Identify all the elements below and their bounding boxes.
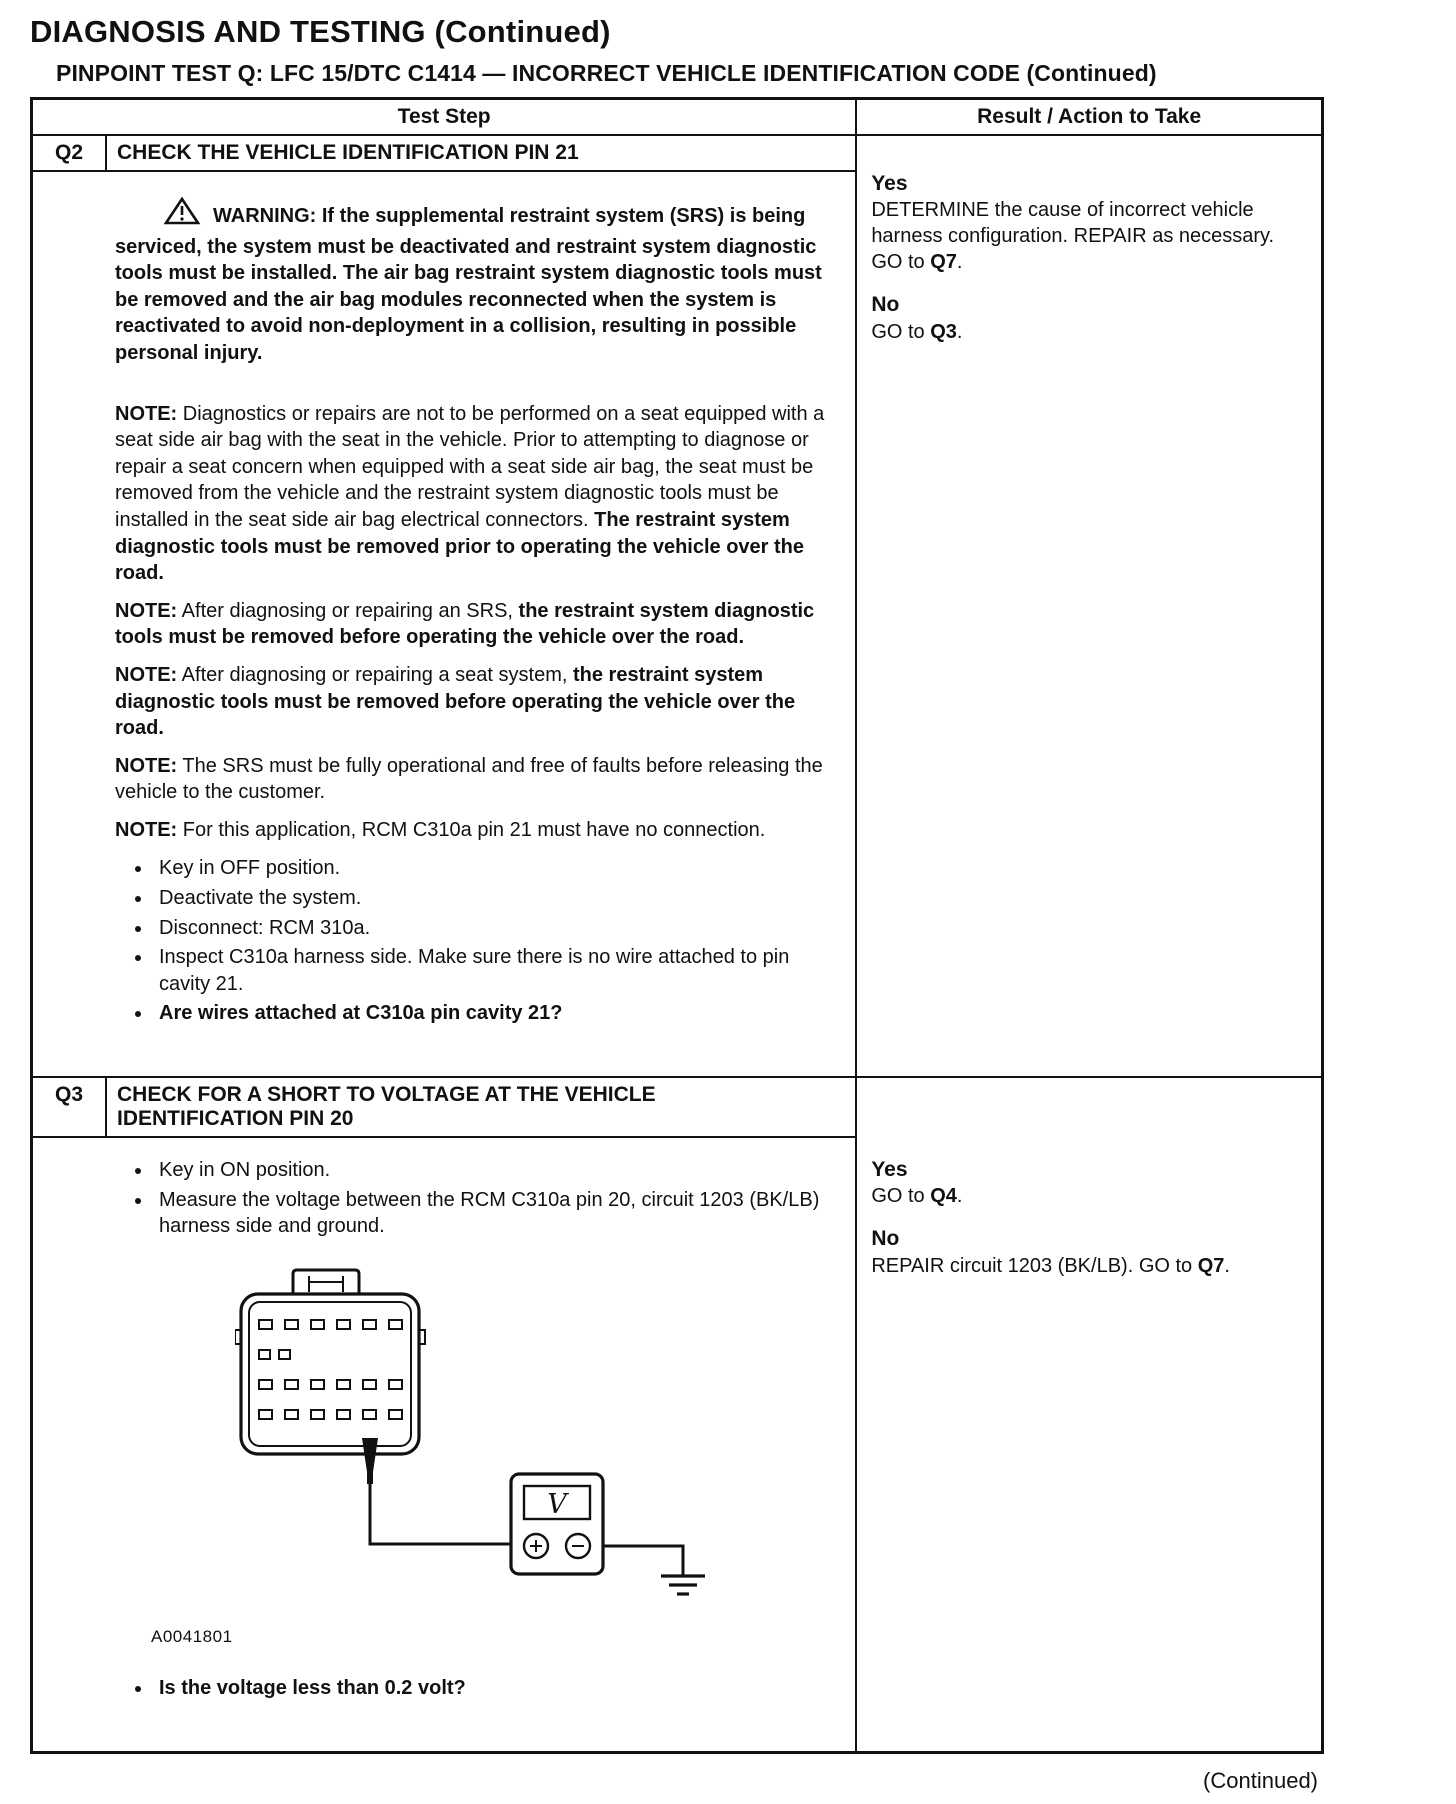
- continued-note: (Continued): [1203, 1767, 1318, 1793]
- list-item: • Inspect C310a harness side. Make sure there is no wire attached to pin cavity 21.: [153, 944, 833, 997]
- list-item: • Key in ON position.: [153, 1157, 833, 1184]
- probe-lead-wire: [370, 1482, 511, 1544]
- note-text: For this application, RCM C310a pin 21 must have no connection.: [177, 818, 766, 841]
- no-action-end: .: [1224, 1254, 1230, 1277]
- note-text: After diagnosing or repairing a seat system,: [177, 663, 573, 686]
- q3-step-header: [33, 1078, 855, 1138]
- page-title: DIAGNOSIS AND TESTING (Continued): [30, 14, 611, 49]
- yes-goto-ref: Q4: [930, 1185, 957, 1208]
- list-item: • Measure the voltage between the RCM C310a pin 20, circuit 1203 (BK/LB) harness side and ground.: [153, 1187, 833, 1240]
- note-lead: NOTE:: [115, 754, 178, 777]
- figure-id-label: A0041801: [151, 1627, 233, 1647]
- q2-step-header: [33, 136, 855, 172]
- q3-result-cell: [857, 1078, 1321, 1751]
- ground-symbol: [661, 1576, 705, 1594]
- pinpoint-test-table: [30, 97, 1324, 1754]
- list-item: • Deactivate the system.: [153, 885, 833, 912]
- note-text: Diagnostics or repairs are not to be performed on a seat equipped with a seat side air bag with the seat in the vehicle. Prior to attempting to diagnose or repair a seat concern when equipped with a seat side air bag, the seat must be removed from the vehicle and the restraint system diagnostic tools must be installed in the seat side air bag electrical connectors.: [115, 402, 825, 531]
- no-label: No: [871, 293, 900, 317]
- no-action-text: GO to: [871, 320, 931, 343]
- note-bold-tail: The restraint system diagnostic tools must be removed prior to operating the vehicle over the road.: [115, 508, 805, 585]
- yes-action: [871, 197, 1305, 275]
- q2-question: • Are wires attached at C310a pin cavity 21?: [153, 1000, 833, 1027]
- q2-test-step-cell: [33, 136, 857, 1076]
- yes-action-text: DETERMINE the cause of incorrect vehicle harness configuration. REPAIR as necessary. GO to: [871, 199, 1275, 274]
- test-probe: [362, 1438, 378, 1484]
- connector-voltmeter-figure: [235, 1268, 833, 1621]
- connector-diagram: [235, 1270, 425, 1454]
- list-item: • Disconnect: RCM 310a.: [153, 915, 833, 942]
- no-action: [871, 1253, 1305, 1279]
- note-paragraph: [115, 662, 833, 742]
- column-header-test-step: Test Step: [33, 100, 857, 134]
- yes-label: Yes: [871, 172, 908, 195]
- q3-step-id: Q3: [33, 1078, 107, 1136]
- note-bold-tail: the restraint system diagnostic tools must be removed before operating the vehicle over the road.: [115, 663, 796, 740]
- q3-no-block: [871, 1225, 1305, 1278]
- no-action-end: .: [956, 320, 963, 343]
- yes-action-end: .: [956, 1185, 963, 1208]
- warning-icon: [139, 196, 201, 234]
- test-step-q3: [33, 1076, 1321, 1751]
- q3-question: • Is the voltage less than 0.2 volt?: [153, 1675, 833, 1702]
- list-item: • Key in OFF position.: [153, 855, 833, 882]
- q2-yes-block: [871, 170, 1305, 275]
- q2-result-cell: [857, 136, 1321, 1076]
- test-step-q2: [33, 136, 1321, 1076]
- yes-action-text: GO to: [871, 1185, 931, 1208]
- note-lead: NOTE:: [115, 663, 178, 686]
- no-action: [871, 319, 1305, 345]
- q2-step-id: Q2: [33, 136, 107, 170]
- q2-step-body: [33, 172, 855, 1076]
- no-goto-ref: Q3: [930, 320, 957, 343]
- q2-step-title: CHECK THE VEHICLE IDENTIFICATION PIN 21: [117, 141, 579, 164]
- note-paragraph: [115, 598, 833, 651]
- note-paragraph: [115, 401, 833, 587]
- q2-no-block: [871, 291, 1305, 344]
- yes-action-end: .: [956, 251, 963, 274]
- note-lead: NOTE:: [115, 402, 178, 425]
- connector-pins: [259, 1320, 402, 1419]
- no-goto-ref: Q7: [1197, 1254, 1225, 1277]
- no-action-text: REPAIR circuit 1203 (BK/LB). GO to: [871, 1254, 1198, 1277]
- q3-question-list: [115, 1675, 833, 1702]
- table-header-row: [33, 100, 1321, 136]
- q2-procedure-list: [115, 855, 833, 1027]
- note-lead: NOTE:: [115, 818, 178, 841]
- warning-text: WARNING: If the supplemental restraint system (SRS) is being serviced, the system must be deactivated and restraint system diagnostic tools must be installed. The air bag restraint system diagnostic tools must be removed and the air bag modules reconnected when the system is reactivated to avoid non-deployment in a collision, resulting in possible personal injury.: [115, 205, 822, 364]
- voltmeter-label: V: [547, 1488, 567, 1520]
- note-text: The SRS must be fully operational and free of faults before releasing the vehicle to the customer.: [115, 754, 823, 804]
- page-subtitle: PINPOINT TEST Q: LFC 15/DTC C1414 — INCORRECT VEHICLE IDENTIFICATION CODE (Continued): [56, 60, 1157, 86]
- note-paragraph: [115, 817, 833, 844]
- q3-step-title: CHECK FOR A SHORT TO VOLTAGE AT THE VEHICLE IDENTIFICATION PIN 20: [117, 1083, 656, 1131]
- q3-test-step-cell: [33, 1078, 857, 1751]
- warning-paragraph: [115, 196, 833, 367]
- column-header-result: Result / Action to Take: [977, 105, 1202, 128]
- q3-yes-block: [871, 1156, 1305, 1209]
- yes-label: Yes: [871, 1158, 908, 1182]
- q3-step-body: [33, 1138, 855, 1751]
- no-label: No: [871, 1227, 900, 1251]
- yes-action: [871, 1183, 1305, 1209]
- ground-wire: [603, 1546, 683, 1576]
- note-paragraph: [115, 753, 833, 806]
- q3-procedure-list: [115, 1157, 833, 1240]
- note-text: After diagnosing or repairing an SRS,: [177, 599, 519, 622]
- note-bold-tail: the restraint system diagnostic tools must be removed before operating the vehicle over the road.: [115, 599, 815, 649]
- yes-goto-ref: Q7: [930, 251, 957, 274]
- note-lead: NOTE:: [115, 599, 178, 622]
